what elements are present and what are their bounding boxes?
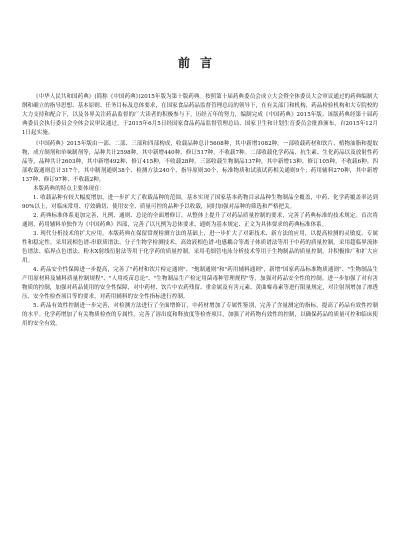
paragraph-7: 4. 药品安全性保障进一步提高，完善了"药材和饮片检定通则"、"炮制通则"和"药用辅料通则"，新增"国家药品标准物质通则"、"生物制品生产用原材料及辅料质量控制规程"、"人用疫苗总论"、"生物制品生产检定用菌毒种管理规程"等，加强对药品安全性的控制。进一步加强了对有害物质的控制，加强对药品使用的安全性保障，对中药材、饮片中农药残留、重金属及有害元素、黄曲霉毒素等进行限量规定，对注射剂增加了渗透压、安全性检查项目等的要求，对药用辅料的安全性指标进行控制。 xyxy=(22,267,378,300)
page-title: 前言 xyxy=(177,56,222,70)
document-body xyxy=(22,93,378,329)
paragraph-8: 5. 药品有效性控制进一步完善，对检测方法进行了全面增修订，中药材增加了专属性鉴别，完善了含量测定的指标，提高了药品有效性控制的水平。化学药增加了有关物质检查的专属性，完善了溶出度和释放度等检查项目，加强了对药物有效性的控制，以确保药品的质量可控和临床使用的安全有效。 xyxy=(22,303,378,327)
paragraph-5: 2. 药典标准体系更加完善，凡例、通则、总论的全面增修订，从整体上提升了对药品质量控制的要求，完善了药典标准的技术规定。首次将通则、药用辅料单独作为《中国药典》四部，完善了以凡例为总体要求、通则为基本规定、正文为具体要求的药典标准体系。 xyxy=(22,213,378,228)
paragraph-3: 本版药典的特点主要体现在： xyxy=(33,186,106,192)
paragraph-4: 1. 收载品种有较大幅度增加，进一步扩大了收载品种的范围，基本实现了国家基本药物目录品种生物制品全覆盖，中药、化学药覆盖率达到90%以上，对临床常用、疗效确切、使用安全、质量可控的品种予以收载，同时加强对品种的筛选和严格把关。 xyxy=(22,195,378,210)
paragraph-1: 《中华人民共和国药典》(简称《中国药典》)2015年版为第十版药典。按照第十届药典委员会成立大会暨全体委员大会审议通过的药典编制大纲和确立的指导思想、基本原则、任务目标及总体要求，在国家食品药品监督管理总局的领导下，在有关部门和机构、药品检验机构和大专院校的大力支持和配合下，以及各界关注药品监督的广大读者的积极参与下，历经五年的努力，编制完成《中国药典》2015年版。该版药典经第十届药典委员会执行委员会全体会议审议通过，于2015年6月5日经国家食品药品监督管理总局、国家卫生和计划生育委员会批准颁布，自2015年12月1日起实施。 xyxy=(22,94,378,136)
paragraph-2: 《中国药典》2015年版由一部、二部、三部和四部构成，收载品种总计5608种，其中新增1082种。一部收载药材和饮片、植物油脂和提取物、成方制剂和单味制剂等，品种共计2598种，其中新增440种、修订517种，不收载7种。二部收载化学药品、抗生素、生化药品以及放射性药品等，品种共计2603种，其中新增492种、修订415种，不收载28种。三部收载生物制品137种，其中新增13种、修订105种，不收载6种。四部收载通则总计317个，其中制剂通则38个、检测方法240个、指导原则30个、标准物质和试液试药相关通则9个；药用辅料270种，其中新增137种、修订97种、不收载2种。 xyxy=(22,141,378,183)
paragraph-6: 3. 现代分析技术的扩大应用，本版药典在保留常规检测方法的基础上，进一步扩大了对新技术、新方法的应用，以提高检测的灵敏度、专属性和稳定性。采用液相色谱-串联质谱法、分子生物学检测技术、高效液相色谱-电感耦合等离子体质谱法等用于中药的质量控制。采用超临界流体色谱法、临界点色谱法、粉末X射线衍射法等用于化学药的质量控制。采用毛细管电泳分析技术等用于生物制品的质量控制，并积极推广和扩大应用。 xyxy=(22,231,378,264)
